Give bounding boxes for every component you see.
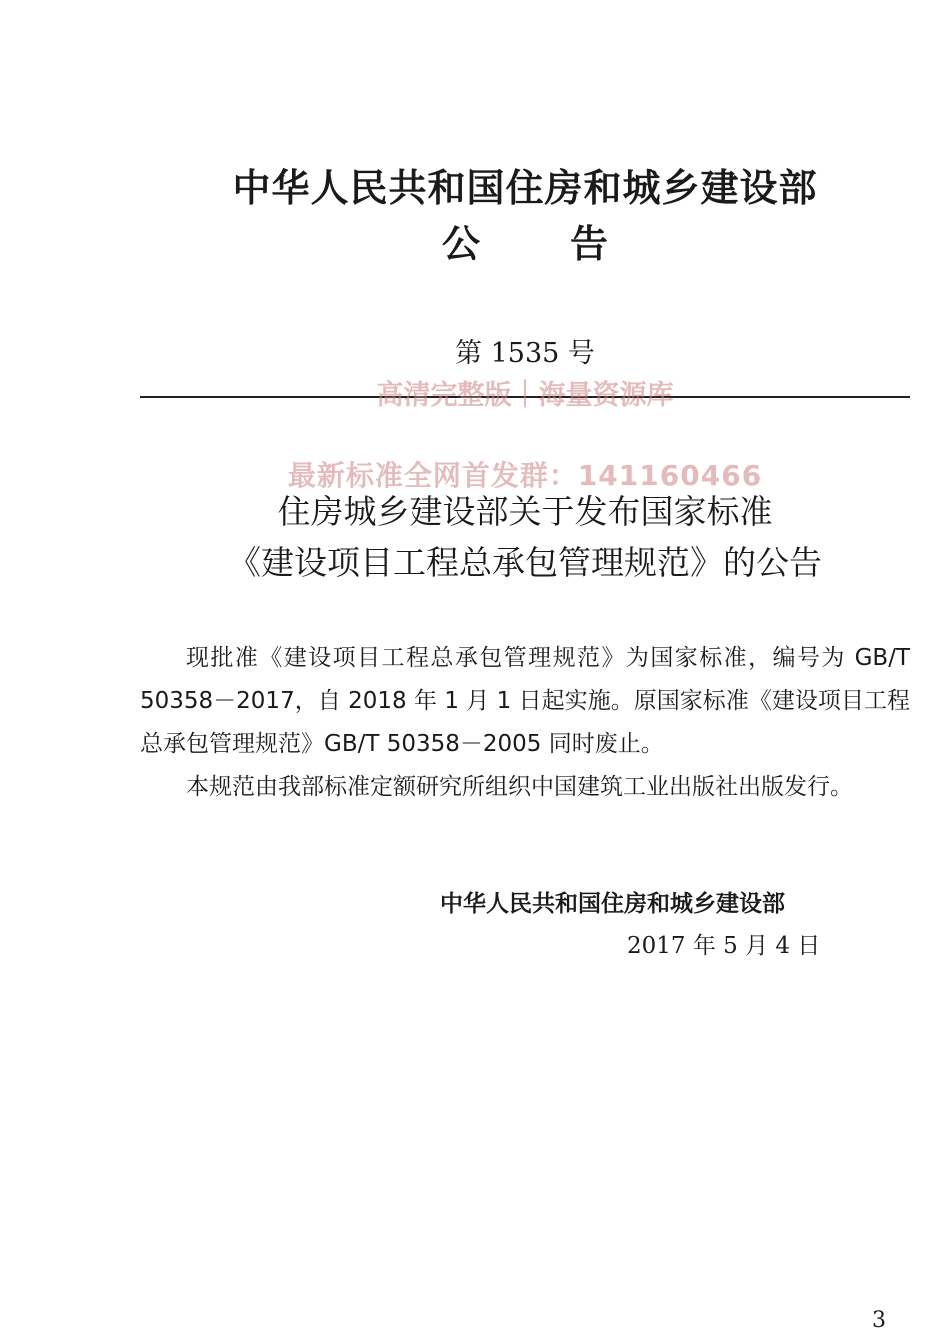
watermark-text-1: 高清完整版｜海量资源库 [376, 380, 674, 411]
subject-line-2: 《建设项目工程总承包管理规范》的公告 [228, 543, 822, 582]
body-text [140, 637, 910, 809]
issuer-heading: 中华人民共和国住房和城乡建设部 [232, 166, 818, 210]
subject-line-1: 住房城乡建设部关于发布国家标准 [277, 492, 773, 531]
paragraph-2: 本规范由我部标准定额研究所组织中国建筑工业出版社出版发行。 [186, 774, 853, 800]
notice-title: 公告 [441, 222, 698, 266]
page-number: 3 [872, 1308, 886, 1333]
watermark-text-2: 最新标准全网首发群：141160466 [287, 459, 763, 492]
notice-number: 第 1535 号 [455, 338, 595, 369]
issue-date: 2017 年 5 月 4 日 [627, 933, 821, 959]
signature-issuer: 中华人民共和国住房和城乡建设部 [440, 891, 785, 917]
paragraph-1: 现批准《建设项目工程总承包管理规范》为国家标准，编号为 GB/T 50358－2017，自 2018 年 1 月 1 日起实施。原国家标准《建设项目工程总承包管理规范》GB/T 50358－2005 同时废止。 [140, 645, 910, 757]
